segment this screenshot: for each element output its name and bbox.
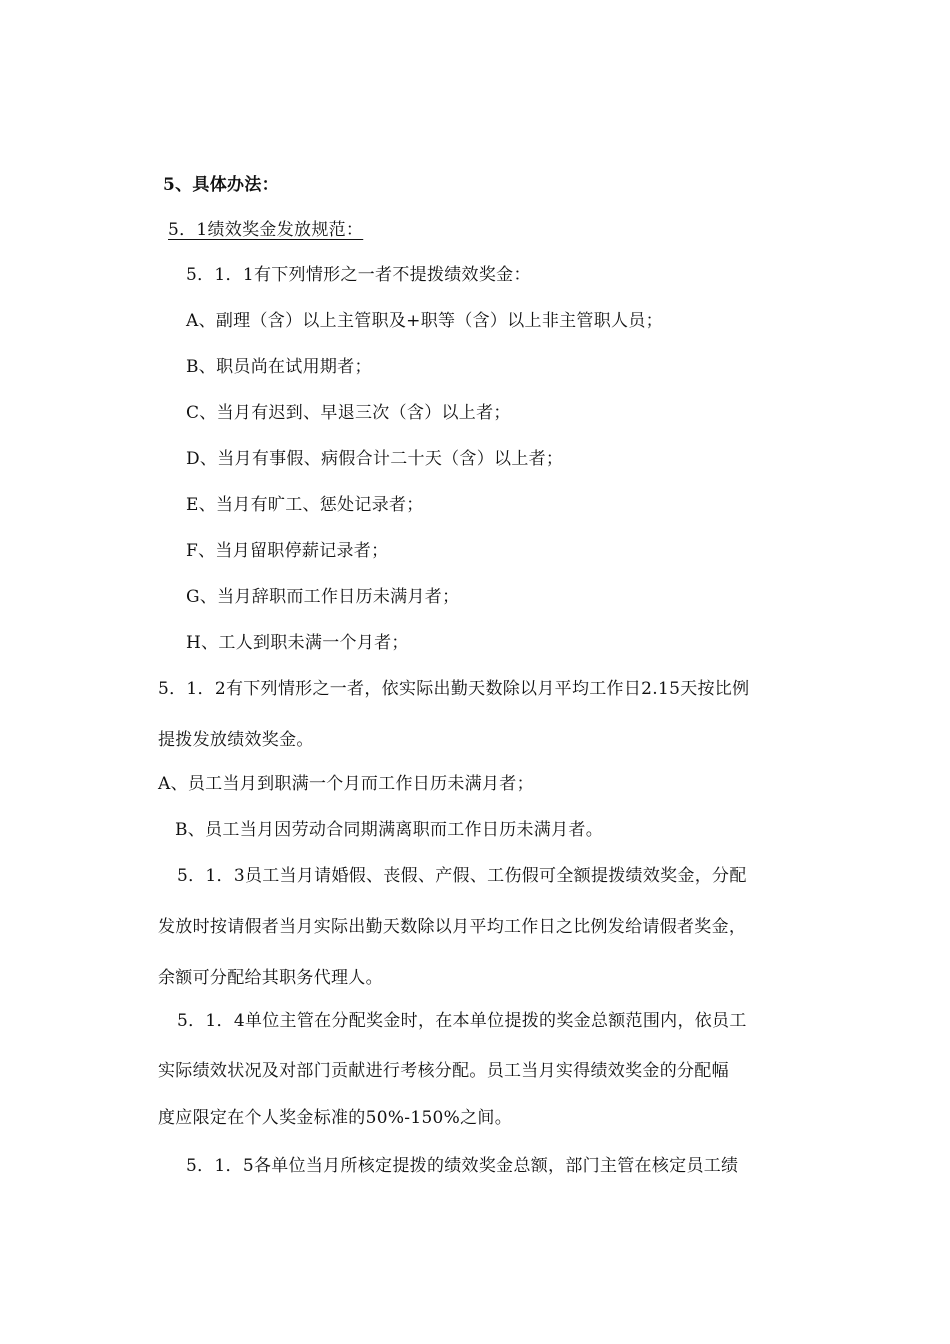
clause-5-1-2-text: 5．1．2有下列情形之一者，依实际出勤天数除以月平均工作日2.15天按比例 <box>158 679 750 699</box>
clause-5-1-5-text: 5．1．5各单位当月所核定提拨的绩效奖金总额，部门主管在核定员工绩 <box>186 1156 739 1176</box>
list-item: A、员工当月到职满一个月而工作日历未满月者； <box>158 774 534 794</box>
clause-5-1-3-text: 5．1．3员工当月请婚假、丧假、产假、工伤假可全额提拨绩效奖金，分配 <box>177 866 747 886</box>
list-item: C、当月有迟到、早退三次（含）以上者； <box>186 403 511 423</box>
clause-5-1-3-text: 余额可分配给其职务代理人。 <box>158 968 383 988</box>
list-item: H、工人到职未满一个月者； <box>186 633 409 653</box>
clause-5-1-2-text: 提拨发放绩效奖金。 <box>158 730 314 750</box>
list-item: F、当月留职停薪记录者； <box>186 541 389 561</box>
clause-5-1-3-text: 发放时按请假者当月实际出勤天数除以月平均工作日之比例发给请假者奖金， <box>158 917 747 937</box>
list-item: B、员工当月因劳动合同期满离职而工作日历未满月者。 <box>175 820 603 840</box>
list-item: G、当月辞职而工作日历未满月者； <box>186 587 460 607</box>
clause-5-1-4-text: 5．1．4单位主管在分配奖金时，在本单位提拨的奖金总额范围内，依员工 <box>177 1011 747 1031</box>
subsection-heading: 5．1绩效奖金发放规范： <box>168 220 364 240</box>
section-heading: 5、具体办法： <box>163 175 279 195</box>
clause-5-1-4-text: 度应限定在个人奖金标准的50%-150%之间。 <box>158 1108 513 1128</box>
clause-5-1-1-title: 5．1．1有下列情形之一者不提拨绩效奖金： <box>186 265 531 285</box>
clause-5-1-4-text: 实际绩效状况及对部门贡献进行考核分配。员工当月实得绩效奖金的分配幅 <box>158 1061 729 1081</box>
list-item: A、副理（含）以上主管职及+职等（含）以上非主管职人员； <box>186 311 663 331</box>
list-item: D、当月有事假、病假合计二十天（含）以上者； <box>186 449 564 469</box>
list-item: E、当月有旷工、惩处记录者； <box>186 495 424 515</box>
list-item: B、职员尚在试用期者； <box>186 357 372 377</box>
